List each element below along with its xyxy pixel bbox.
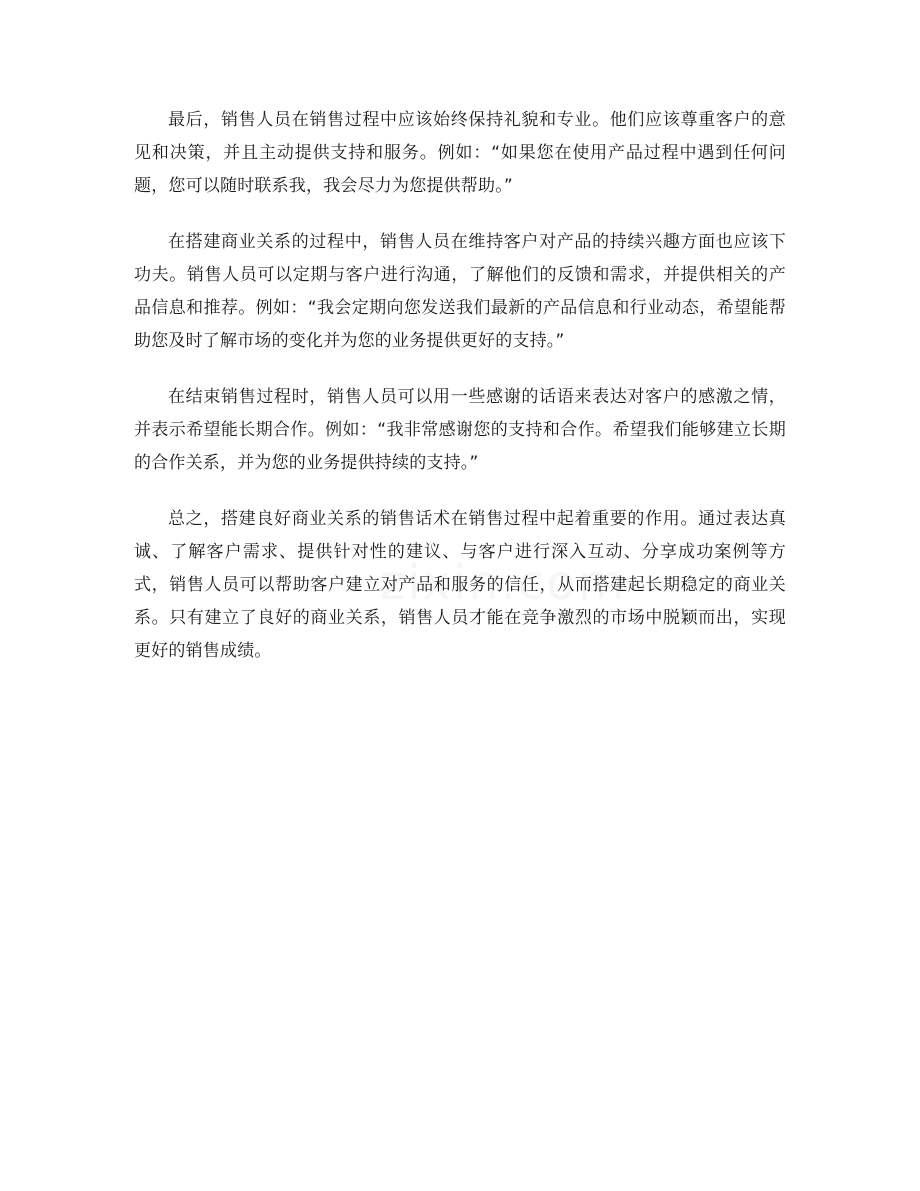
watermark — [380, 555, 626, 611]
paragraph-closing-politeness: 最后，销售人员在销售过程中应该始终保持礼貌和专业。他们应该尊重客户的意见和决策，并且主动提供支持和服务。例如：“如果您在使用产品过程中遇到任何问题，您可以随时联系我，我会尽力为您提供帮助。” — [134, 110, 786, 196]
paragraph-conclusion: 总之，搭建良好商业关系的销售话术在销售过程中起着重要的作用。通过表达真诚、了解客户需求、提供针对性的建议、与客户进行深入互动、分享成功案例等方式，销售人员可以帮助客户建立对产品和服务的信任，从而搭建起长期稳定的商业关系。只有建立了良好的商业关系，销售人员才能在竞争激烈的市场中脱颖而出，实现更好的销售成绩。 — [134, 509, 786, 661]
paragraph-maintain-interest: 在搭建商业关系的过程中，销售人员在维持客户对产品的持续兴趣方面也应该下功夫。销售人员可以定期与客户进行沟通，了解他们的反馈和需求，并提供相关的产品信息和推荐。例如：“我会定期向您发送我们最新的产品信息和行业动态，希望能帮助您及时了解市场的变化并为您的业务提供更好的支持。” — [134, 232, 786, 351]
paragraph-thank-customer: 在结束销售过程时，销售人员可以用一些感谢的话语来表达对客户的感激之情，并表示希望能长期合作。例如：“我非常感谢您的支持和合作。希望我们能够建立长期的合作关系，并为您的业务提供持续的支持。” — [134, 387, 786, 473]
